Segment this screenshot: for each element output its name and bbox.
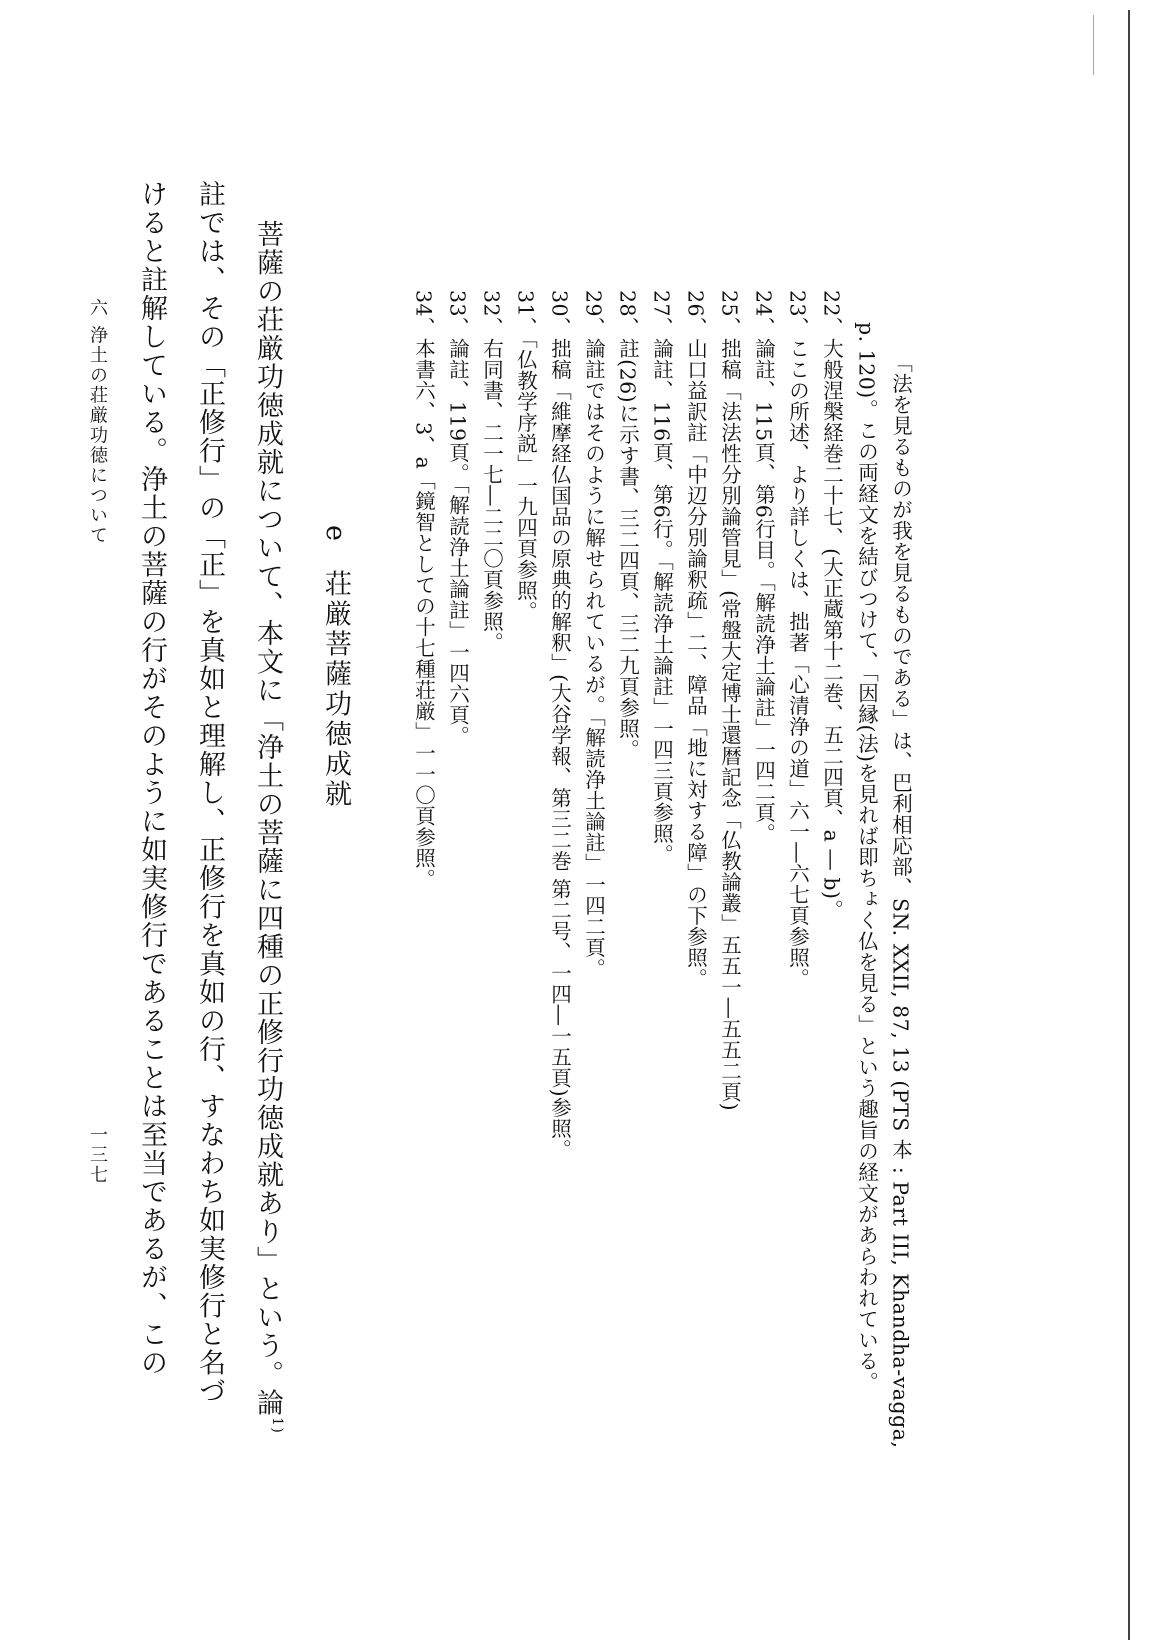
- note-30: [549, 290, 570, 1160]
- note-number: 23、: [785, 290, 810, 339]
- body-line-2: 註では、その「正修行」の「正」を真如と理解し、正修行を真如の行、すなわち如実修行と名づ: [194, 180, 225, 1406]
- note-number: 29、: [581, 290, 606, 339]
- note-text: 「仏教学序説」一九四頁参照。: [513, 338, 538, 622]
- body-line-1: 菩薩の荘厳功徳成就について、本文に「浄土の菩薩に四種の正修行功徳成就あり」という。論$^{1)}$: [252, 220, 285, 1435]
- scan-dash-marks: [1093, 15, 1094, 75]
- note-29: [583, 290, 604, 979]
- note-number: 32、: [479, 290, 504, 339]
- page-number: 一三七: [87, 1125, 108, 1185]
- note-text: 拙稿「法法性分別論管見」(常盤大定博士還暦記念「仏教論叢」五五一―五五二頁): [717, 338, 742, 1112]
- scan-edge-line: [1128, 10, 1130, 1640]
- note-text: 論註ではそのように解せられているが。「解読浄土論註」一四二頁。: [581, 338, 606, 979]
- note-text: 大般涅槃経巻二十七、(大正蔵第十二巻、五二四頁、a ― b)。: [819, 338, 844, 921]
- note-34: [413, 290, 434, 889]
- note-text: 右同書、二一七―二二〇頁参照。: [479, 338, 504, 654]
- note-31: [515, 290, 536, 622]
- note-continued-line-2: p. 120)。この両経文を結びつけて、「因縁(法)を見れば即ちょく仏を見る」という趣旨の経文があらわれている。: [854, 322, 879, 1393]
- note-text: 論註、119頁。「解読浄土論註」一四六頁。: [445, 338, 470, 747]
- footnote-ref: 1): [269, 1417, 285, 1435]
- body-line-3: けると註解している。浄土の菩薩の行がそのように如実修行であることは至当であるが、この: [136, 180, 167, 1377]
- note-text: 論註、115頁、第6行目。「解読浄土論註」一四二頁。: [751, 338, 776, 845]
- note-continued-line-1: 「法を見るものが我を見るものである」は、巴利相応部、SN. XXII, 87, 13 (PTS 本 : Part III, Khandha-vagga,: [888, 352, 913, 1449]
- section-letter: e: [320, 525, 351, 544]
- note-text: 拙稿「維摩経仏国品の原典的解釈」(大谷学報、第三二巻 第二号、一四―一五頁)参照。: [547, 338, 572, 1161]
- note-22: [821, 290, 842, 920]
- note-27: [651, 290, 672, 865]
- note-number: 34、: [411, 290, 436, 339]
- note-33: [447, 290, 468, 746]
- note-text: 註(26)に示す書、三二四頁、三二九頁参照。: [615, 338, 640, 761]
- note-23: [787, 290, 808, 989]
- note-text: 山口益訳註「中辺分別論釈疏」二、障品「地に対する障」の下参照。: [683, 338, 708, 990]
- running-title: 六 浄土の荘厳功徳について: [87, 298, 108, 546]
- note-24: [753, 290, 774, 844]
- note-25: [719, 290, 740, 1111]
- note-number: 31、: [513, 290, 538, 339]
- note-text: 本書六、3、a「鏡智としての十七種荘厳」一一〇頁参照。: [411, 338, 436, 890]
- note-number: 33、: [445, 290, 470, 339]
- note-number: 30、: [547, 290, 572, 339]
- note-number: 27、: [649, 290, 674, 339]
- note-number: 24、: [751, 290, 776, 339]
- note-text: 論註、116頁、第6行。「解読浄土論註」一四三頁参照。: [649, 338, 674, 866]
- note-26: [685, 290, 706, 989]
- section-heading: [322, 525, 349, 810]
- note-number: 25、: [717, 290, 742, 339]
- note-number: 28、: [615, 290, 640, 339]
- section-title: 荘厳菩薩功徳成就: [320, 569, 351, 810]
- note-text: ここの所述、より詳しくは、拙著「心清浄の道」六一―六七頁参照。: [785, 338, 810, 990]
- note-number: 26、: [683, 290, 708, 339]
- note-32: [481, 290, 502, 653]
- note-number: 22、: [819, 290, 844, 339]
- note-28: [617, 290, 638, 760]
